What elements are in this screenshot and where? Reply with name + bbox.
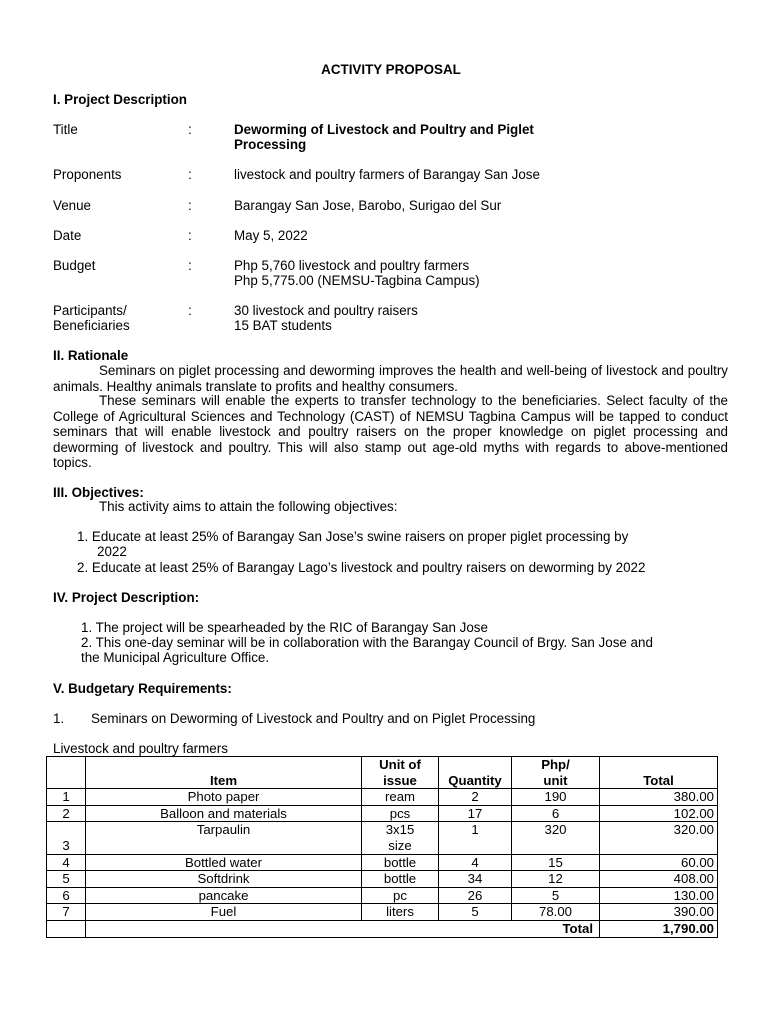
row-total: 60.00 — [600, 854, 718, 871]
row-unit: pc — [362, 887, 439, 904]
row-number: 7 — [47, 904, 86, 921]
row-quantity: 1 — [439, 822, 512, 854]
row-unit: pcs — [362, 805, 439, 822]
row-price: 15 — [512, 854, 600, 871]
field-value-title-line2: Processing — [234, 137, 307, 152]
row-price: 5 — [512, 887, 600, 904]
header-unit-line1: Unit of — [379, 757, 421, 772]
objective-1-line2: 2022 — [97, 544, 127, 559]
header-total: Total — [600, 757, 718, 789]
row-number: 3 — [47, 822, 86, 854]
field-colon: : — [188, 198, 192, 213]
row-unit: ream — [362, 789, 439, 806]
row-quantity: 5 — [439, 904, 512, 921]
field-value-participants-line2: 15 BAT students — [234, 318, 332, 333]
table-row — [47, 887, 718, 904]
row-price: 78.00 — [512, 904, 600, 921]
row-item: pancake — [86, 887, 362, 904]
project-description-item-1: 1. The project will be spearheaded by the RIC of Barangay San Jose — [81, 620, 488, 635]
row-quantity: 4 — [439, 854, 512, 871]
objectives-intro: This activity aims to attain the following objectives: — [99, 499, 398, 514]
field-value-venue: Barangay San Jose, Barobo, Surigao del Sur — [234, 198, 502, 213]
row-price: 190 — [512, 789, 600, 806]
row-unit: bottle — [362, 871, 439, 888]
footer-total-value: 1,790.00 — [600, 920, 718, 937]
header-unit — [362, 757, 439, 789]
field-label-budget: Budget — [53, 258, 96, 273]
row-number: 1 — [47, 789, 86, 806]
table-row — [47, 854, 718, 871]
table-footer-row — [47, 920, 718, 937]
row-total: 380.00 — [600, 789, 718, 806]
table-row — [47, 871, 718, 888]
section-4-heading: IV. Project Description: — [53, 590, 200, 605]
field-value-budget-line1: Php 5,760 livestock and poultry farmers — [234, 258, 470, 273]
table-row — [47, 904, 718, 921]
header-cell-number — [47, 757, 86, 789]
header-php-unit — [512, 757, 600, 789]
field-label-title: Title — [53, 122, 78, 137]
row-item: Softdrink — [86, 871, 362, 888]
row-quantity: 2 — [439, 789, 512, 806]
row-unit-line1: 3x15 — [385, 822, 415, 838]
row-total: 408.00 — [600, 871, 718, 888]
field-colon: : — [188, 122, 192, 137]
field-value-date: May 5, 2022 — [234, 228, 308, 243]
row-item: Tarpaulin — [86, 822, 362, 854]
field-colon: : — [188, 258, 192, 273]
document-title: ACTIVITY PROPOSAL — [321, 62, 461, 77]
budget-item-text: Seminars on Deworming of Livestock and Poultry and on Piglet Processing — [91, 711, 536, 726]
header-unit-line2: issue — [383, 772, 417, 788]
field-label-proponents: Proponents — [53, 167, 122, 182]
row-total: 390.00 — [600, 904, 718, 921]
row-total: 102.00 — [600, 805, 718, 822]
header-php-line1: Php/ — [541, 757, 570, 772]
header-quantity: Quantity — [439, 757, 512, 789]
field-value-proponents: livestock and poultry farmers of Barangay San Jose — [234, 167, 540, 182]
table-row — [47, 822, 718, 854]
row-quantity: 34 — [439, 871, 512, 888]
header-item: Item — [86, 757, 362, 789]
table-caption: Livestock and poultry farmers — [53, 741, 228, 756]
field-colon: : — [188, 167, 192, 182]
row-total: 320.00 — [600, 822, 718, 854]
budget-item-number: 1. — [53, 711, 65, 726]
field-value-budget-line2: Php 5,775.00 (NEMSU-Tagbina Campus) — [234, 273, 480, 288]
section-5-heading: V. Budgetary Requirements: — [53, 681, 232, 696]
field-colon: : — [188, 303, 192, 318]
row-item: Balloon and materials — [86, 805, 362, 822]
row-item: Bottled water — [86, 854, 362, 871]
table-header-row — [47, 757, 718, 789]
field-colon: : — [188, 228, 192, 243]
field-label-participants-line2: Beneficiaries — [53, 318, 130, 333]
row-number: 2 — [47, 805, 86, 822]
row-price: 12 — [512, 871, 600, 888]
field-label-participants-line1: Participants/ — [53, 303, 127, 318]
rationale-paragraph-1 — [53, 363, 728, 394]
field-label-date: Date — [53, 228, 82, 243]
field-value-participants-line1: 30 livestock and poultry raisers — [234, 303, 418, 318]
project-description-item-2-line1: 2. This one-day seminar will be in collaboration with the Barangay Council of Brgy. San Jose and — [81, 635, 653, 650]
row-number: 6 — [47, 887, 86, 904]
header-php-line2: unit — [543, 772, 568, 788]
table-row — [47, 789, 718, 806]
objective-1-line1: 1. Educate at least 25% of Barangay San Jose’s swine raisers on proper piglet processing by — [77, 529, 629, 544]
rationale-paragraph-1-text: Seminars on piglet processing and deworming improves the health and well-being of livestock and poultry animals. Healthy animals translate to profits and healthy consumers. — [53, 363, 728, 394]
row-quantity: 17 — [439, 805, 512, 822]
field-value-title-line1: Deworming of Livestock and Poultry and Piglet — [234, 122, 534, 137]
row-total: 130.00 — [600, 887, 718, 904]
footer-empty-cell — [47, 920, 86, 937]
section-2-heading: II. Rationale — [53, 348, 129, 363]
row-unit: bottle — [362, 854, 439, 871]
row-quantity: 26 — [439, 887, 512, 904]
row-number: 5 — [47, 871, 86, 888]
project-description-item-2-line2: the Municipal Agriculture Office. — [81, 650, 270, 665]
field-label-venue: Venue — [53, 198, 91, 213]
section-1-heading: I. Project Description — [53, 92, 187, 107]
row-unit-line2: size — [388, 837, 412, 853]
footer-total-label: Total — [86, 920, 600, 937]
objective-2: 2. Educate at least 25% of Barangay Lago’s livestock and poultry raisers on deworming by 2022 — [77, 560, 646, 575]
row-item: Fuel — [86, 904, 362, 921]
row-item: Photo paper — [86, 789, 362, 806]
table-row — [47, 805, 718, 822]
rationale-paragraph-2 — [53, 393, 728, 471]
row-price: 320 — [512, 822, 600, 854]
row-unit — [362, 822, 439, 854]
row-number: 4 — [47, 854, 86, 871]
budget-table — [46, 756, 718, 938]
row-unit: liters — [362, 904, 439, 921]
section-3-heading: III. Objectives: — [53, 485, 144, 500]
row-price: 6 — [512, 805, 600, 822]
rationale-paragraph-2-text: These seminars will enable the experts to transfer technology to the beneficiaries. Select faculty of the College of Agricultural Sciences and Technology (CAST) of NEMSU Tagbina Campus will be tapped to conduct seminars that will enable livestock and poultry raisers on the proper knowledge on piglet processing and deworming of livestock and poultry. This will also stamp out age-old myths with regards to above-mentioned topics. — [53, 393, 728, 471]
